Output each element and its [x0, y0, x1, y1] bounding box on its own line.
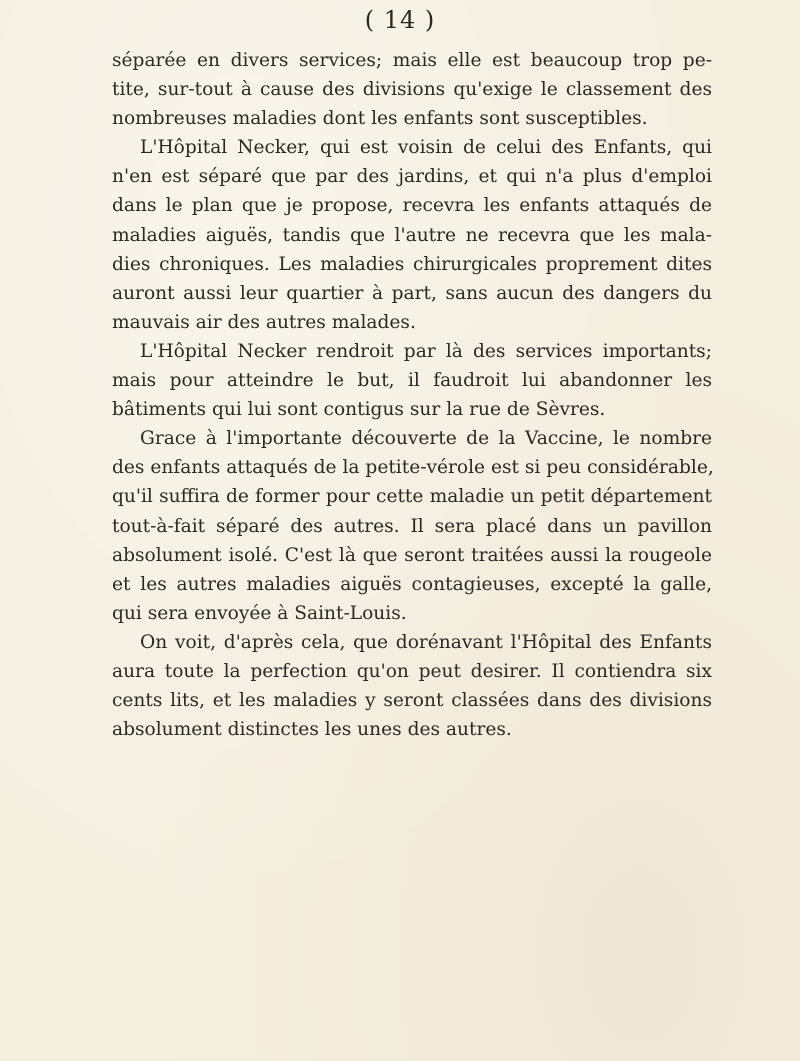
text-line: n'en est séparé que par des jardins, et qui n'a plus d'emploi	[112, 166, 712, 188]
text-line: L'Hôpital Necker rendroit par là des services importants;	[140, 340, 712, 362]
text-line: mais pour atteindre le but, il faudroit lui abandonner les	[112, 370, 712, 392]
text-line: Grace à l'importante découverte de la Vaccine, le nombre	[140, 428, 712, 450]
paragraph-1	[112, 46, 712, 133]
body-text	[112, 46, 712, 744]
paragraph-4	[112, 424, 712, 628]
paragraph-2	[112, 133, 712, 337]
text-line: absolument distinctes les unes des autres.	[112, 719, 512, 741]
text-line: maladies aiguës, tandis que l'autre ne recevra que les mala-	[112, 224, 712, 246]
text-line: des enfants attaqués de la petite-vérole est si peu considérable,	[112, 457, 714, 479]
text-line: bâtiments qui lui sont contigus sur la rue de Sèvres.	[112, 399, 606, 421]
text-line: mauvais air des autres malades.	[112, 311, 416, 333]
paragraph-3	[112, 337, 712, 424]
text-line: qui sera envoyée à Saint-Louis.	[112, 602, 407, 624]
text-line: cents lits, et les maladies y seront classées dans des divisions	[112, 690, 712, 712]
text-line: tout-à-fait séparé des autres. Il sera placé dans un pavillon	[112, 515, 712, 537]
text-line: séparée en divers services; mais elle est beaucoup trop pe-	[112, 50, 712, 71]
text-line: On voit, d'après cela, que dorénavant l'Hôpital des Enfants	[140, 631, 712, 653]
page-number: ( 14 )	[364, 6, 436, 34]
text-line: dies chroniques. Les maladies chirurgicales proprement dites	[112, 253, 712, 275]
text-line: aura toute la perfection qu'on peut desirer. Il contiendra six	[112, 660, 712, 682]
text-line: qu'il suffira de former pour cette maladie un petit département	[112, 486, 712, 508]
text-line: absolument isolé. C'est là que seront traitées aussi la rougeole	[112, 544, 712, 566]
paragraph-5	[112, 628, 712, 744]
text-line: auront aussi leur quartier à part, sans aucun des dangers du	[112, 282, 712, 304]
text-line: tite, sur-tout à cause des divisions qu'exige le classement des	[112, 79, 712, 101]
text-line: L'Hôpital Necker, qui est voisin de celui des Enfants, qui	[140, 137, 712, 159]
text-line: et les autres maladies aiguës contagieuses, excepté la galle,	[112, 573, 712, 595]
text-line: dans le plan que je propose, recevra les enfants attaqués de	[112, 195, 712, 217]
text-line: nombreuses maladies dont les enfants sont susceptibles.	[112, 108, 648, 130]
